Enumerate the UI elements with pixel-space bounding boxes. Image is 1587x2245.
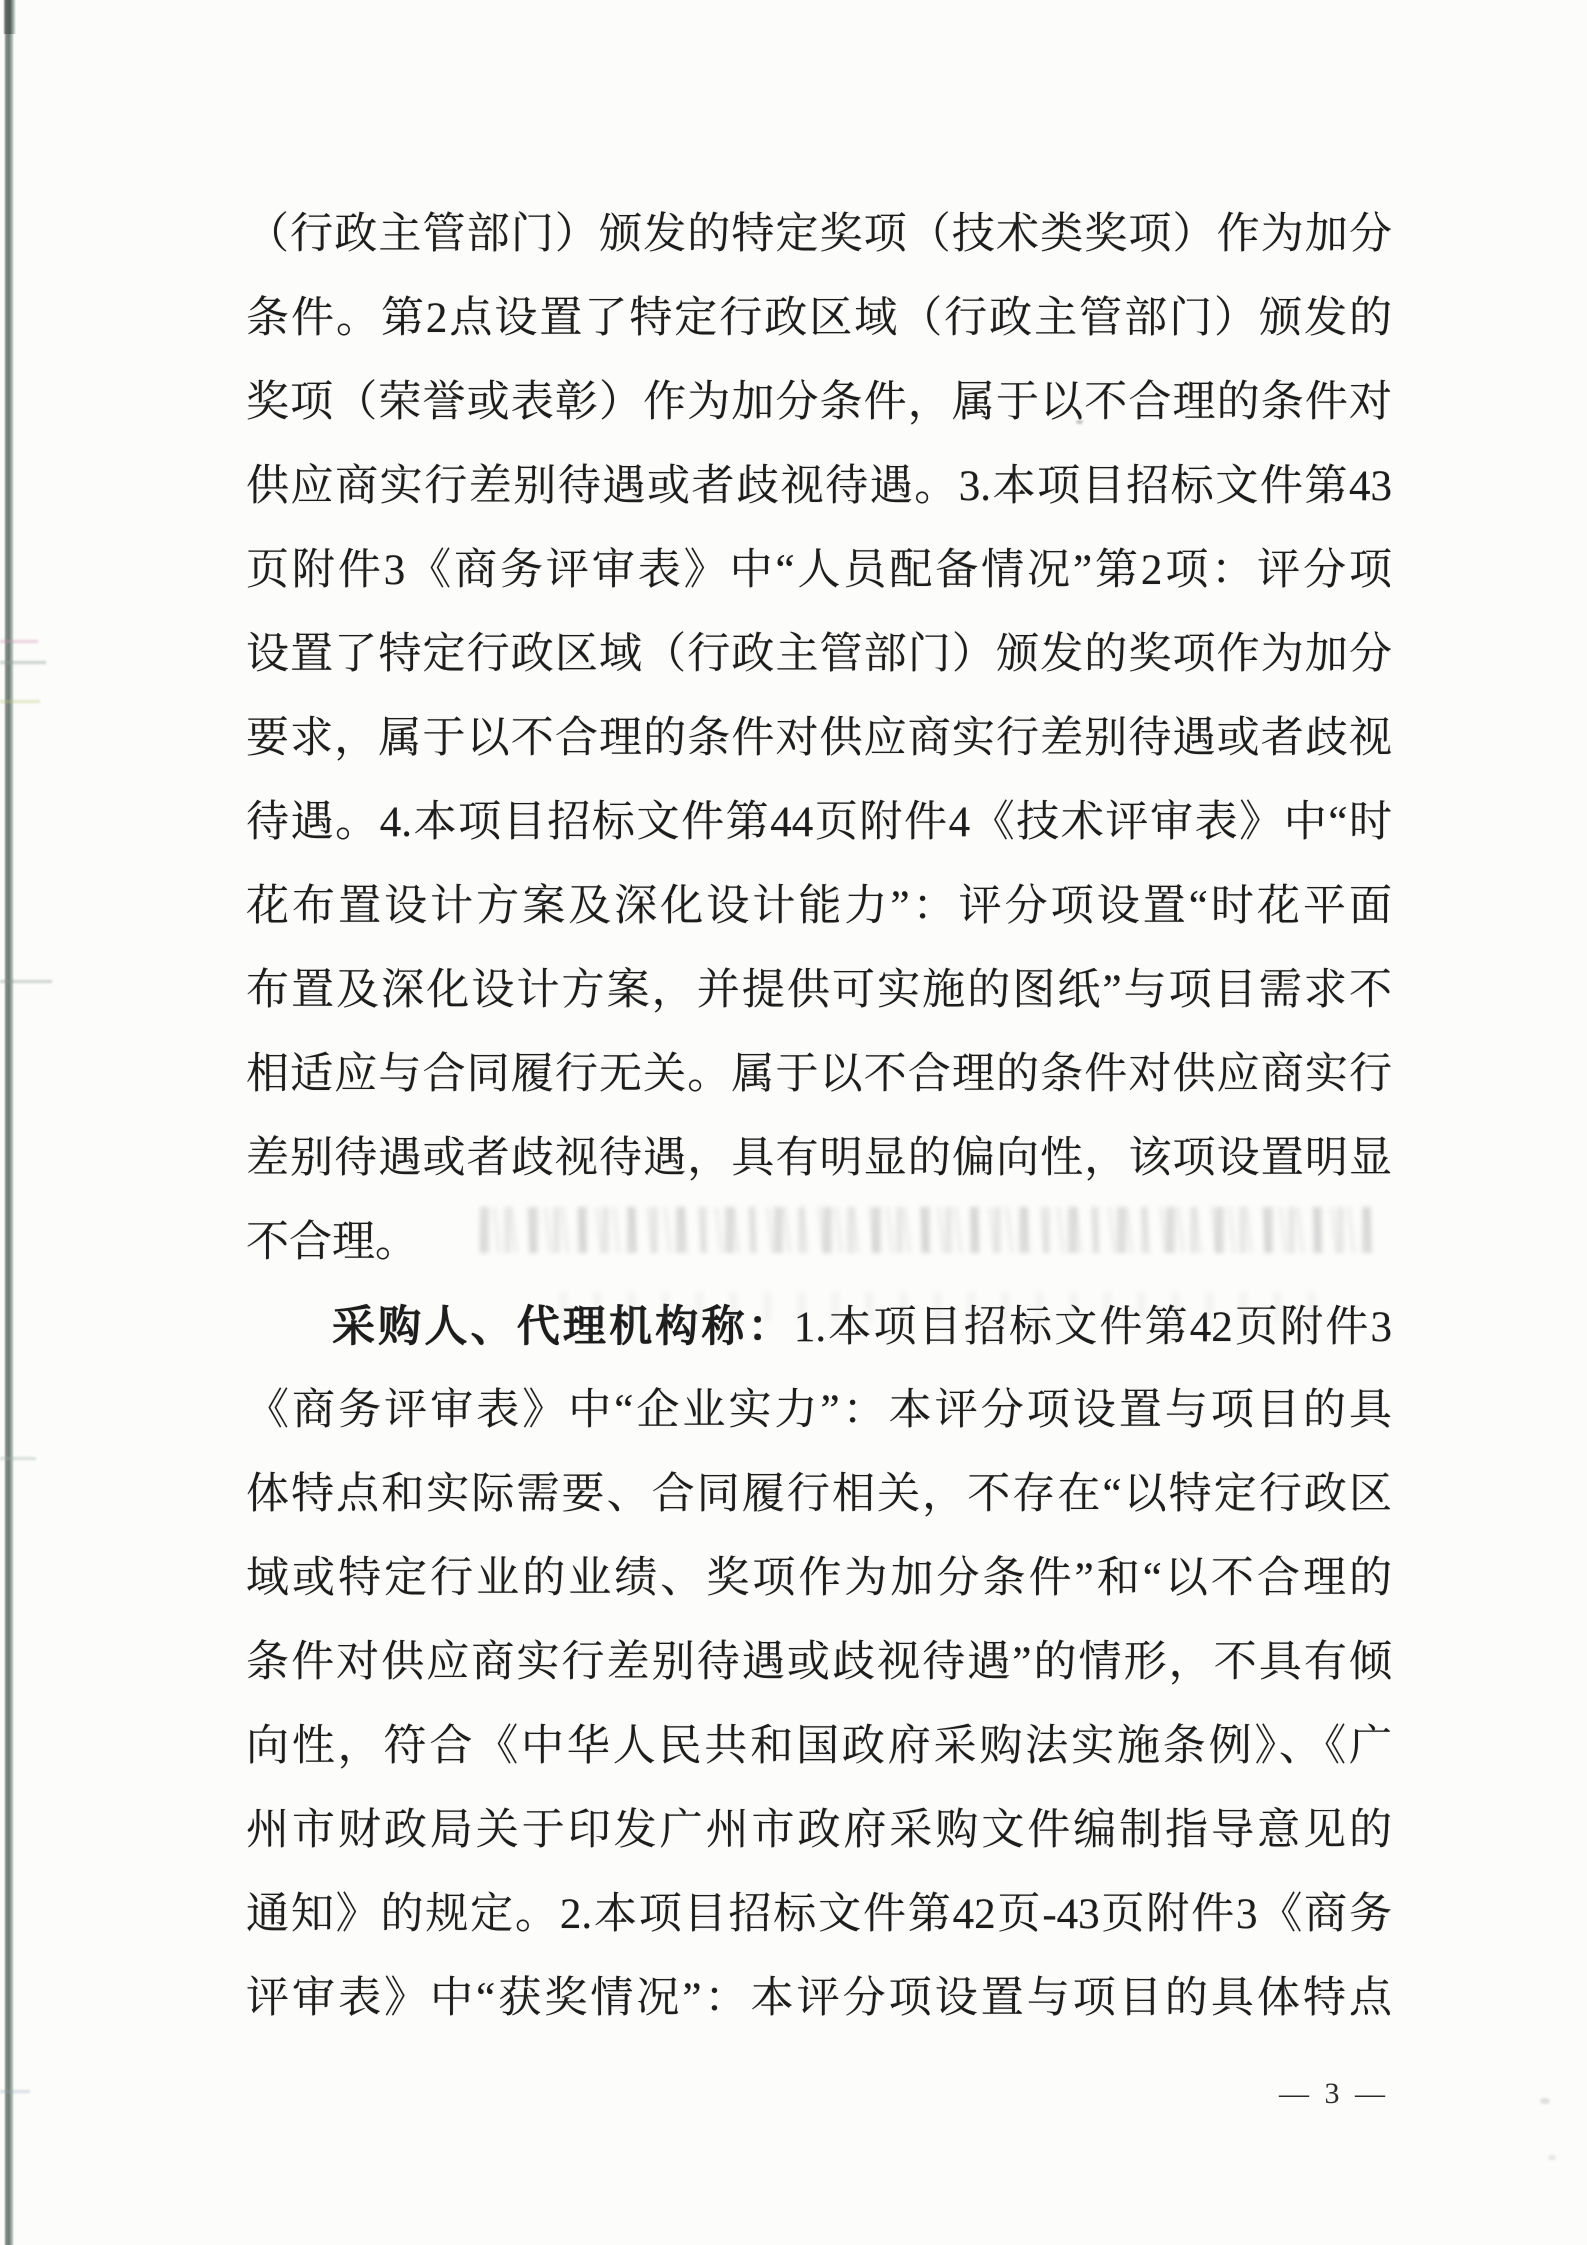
- text-line: 不合理。: [246, 1219, 418, 1266]
- scan-artifact-line: [0, 980, 52, 983]
- text-line: 奖项（荣誉或表彰）作为加分条件，属于以不合理的条件对: [246, 379, 1392, 426]
- scanner-edge-line-top: [0, 0, 16, 34]
- text-line: 采购人、代理机构称：1.本项目招标文件第42页附件3: [332, 1303, 1393, 1351]
- text-line: 供应商实行差别待遇或者歧视待遇。3.本项目招标文件第43: [246, 463, 1392, 510]
- text-line: 页附件3《商务评审表》中“人员配备情况”第2项：评分项: [246, 547, 1392, 594]
- text-line: 域或特定行业的业绩、奖项作为加分条件”和“以不合理的: [246, 1555, 1392, 1602]
- document-body: [246, 193, 1392, 2041]
- text-line: 《商务评审表》中“企业实力”：本评分项设置与项目的具: [246, 1387, 1392, 1434]
- text-line: 条件对供应商实行差别待遇或歧视待遇”的情形，不具有倾: [246, 1639, 1392, 1686]
- text-line: 花布置设计方案及深化设计能力”：评分项设置“时花平面: [246, 883, 1392, 930]
- text-line: 条件。第2点设置了特定行政区域（行政主管部门）颁发的: [246, 295, 1392, 342]
- scan-artifact-line: [0, 700, 40, 703]
- text-line: 待遇。4.本项目招标文件第44页附件4《技术评审表》中“时: [246, 799, 1392, 846]
- text-line: 布置及深化设计方案，并提供可实施的图纸”与项目需求不: [246, 967, 1392, 1014]
- text-line: 相适应与合同履行无关。属于以不合理的条件对供应商实行: [246, 1051, 1392, 1098]
- scan-artifact-line: [0, 1457, 36, 1460]
- paragraph-lead-label: 采购人、代理机构称：: [332, 1303, 794, 1351]
- scan-artifact-speck: [1540, 2098, 1550, 2104]
- text-line: 差别待遇或者歧视待遇，具有明显的偏向性，该项设置明显: [246, 1135, 1392, 1182]
- text-line: 通知》的规定。2.本项目招标文件第42页-43页附件3《商务: [246, 1891, 1392, 1938]
- scan-artifact-speck: [1548, 2155, 1556, 2160]
- ink-bleed-through-artifact-secondary: [560, 1292, 1320, 1322]
- text-line: 州市财政局关于印发广州市政府采购文件编制指导意见的: [246, 1807, 1392, 1854]
- text-line: 向性，符合《中华人民共和国政府采购法实施条例》、《广: [246, 1723, 1392, 1770]
- scan-artifact-line: [0, 2090, 30, 2093]
- page-number: — 3 —: [1279, 2077, 1389, 2110]
- text-line: 体特点和实际需要、合同履行相关，不存在“以特定行政区: [246, 1471, 1392, 1518]
- text-line: 要求，属于以不合理的条件对供应商实行差别待遇或者歧视: [246, 715, 1392, 762]
- scanner-edge-line: [0, 0, 16, 2245]
- text-line: 评审表》中“获奖情况”：本评分项设置与项目的具体特点: [246, 1975, 1392, 2022]
- text-line: 设置了特定行政区域（行政主管部门）颁发的奖项作为加分: [246, 631, 1392, 678]
- scan-artifact-line: [0, 661, 46, 664]
- ink-bleed-through-artifact: [480, 1207, 1380, 1253]
- text-line: （行政主管部门）颁发的特定奖项（技术类奖项）作为加分: [246, 211, 1392, 258]
- scan-artifact-line: [0, 640, 38, 643]
